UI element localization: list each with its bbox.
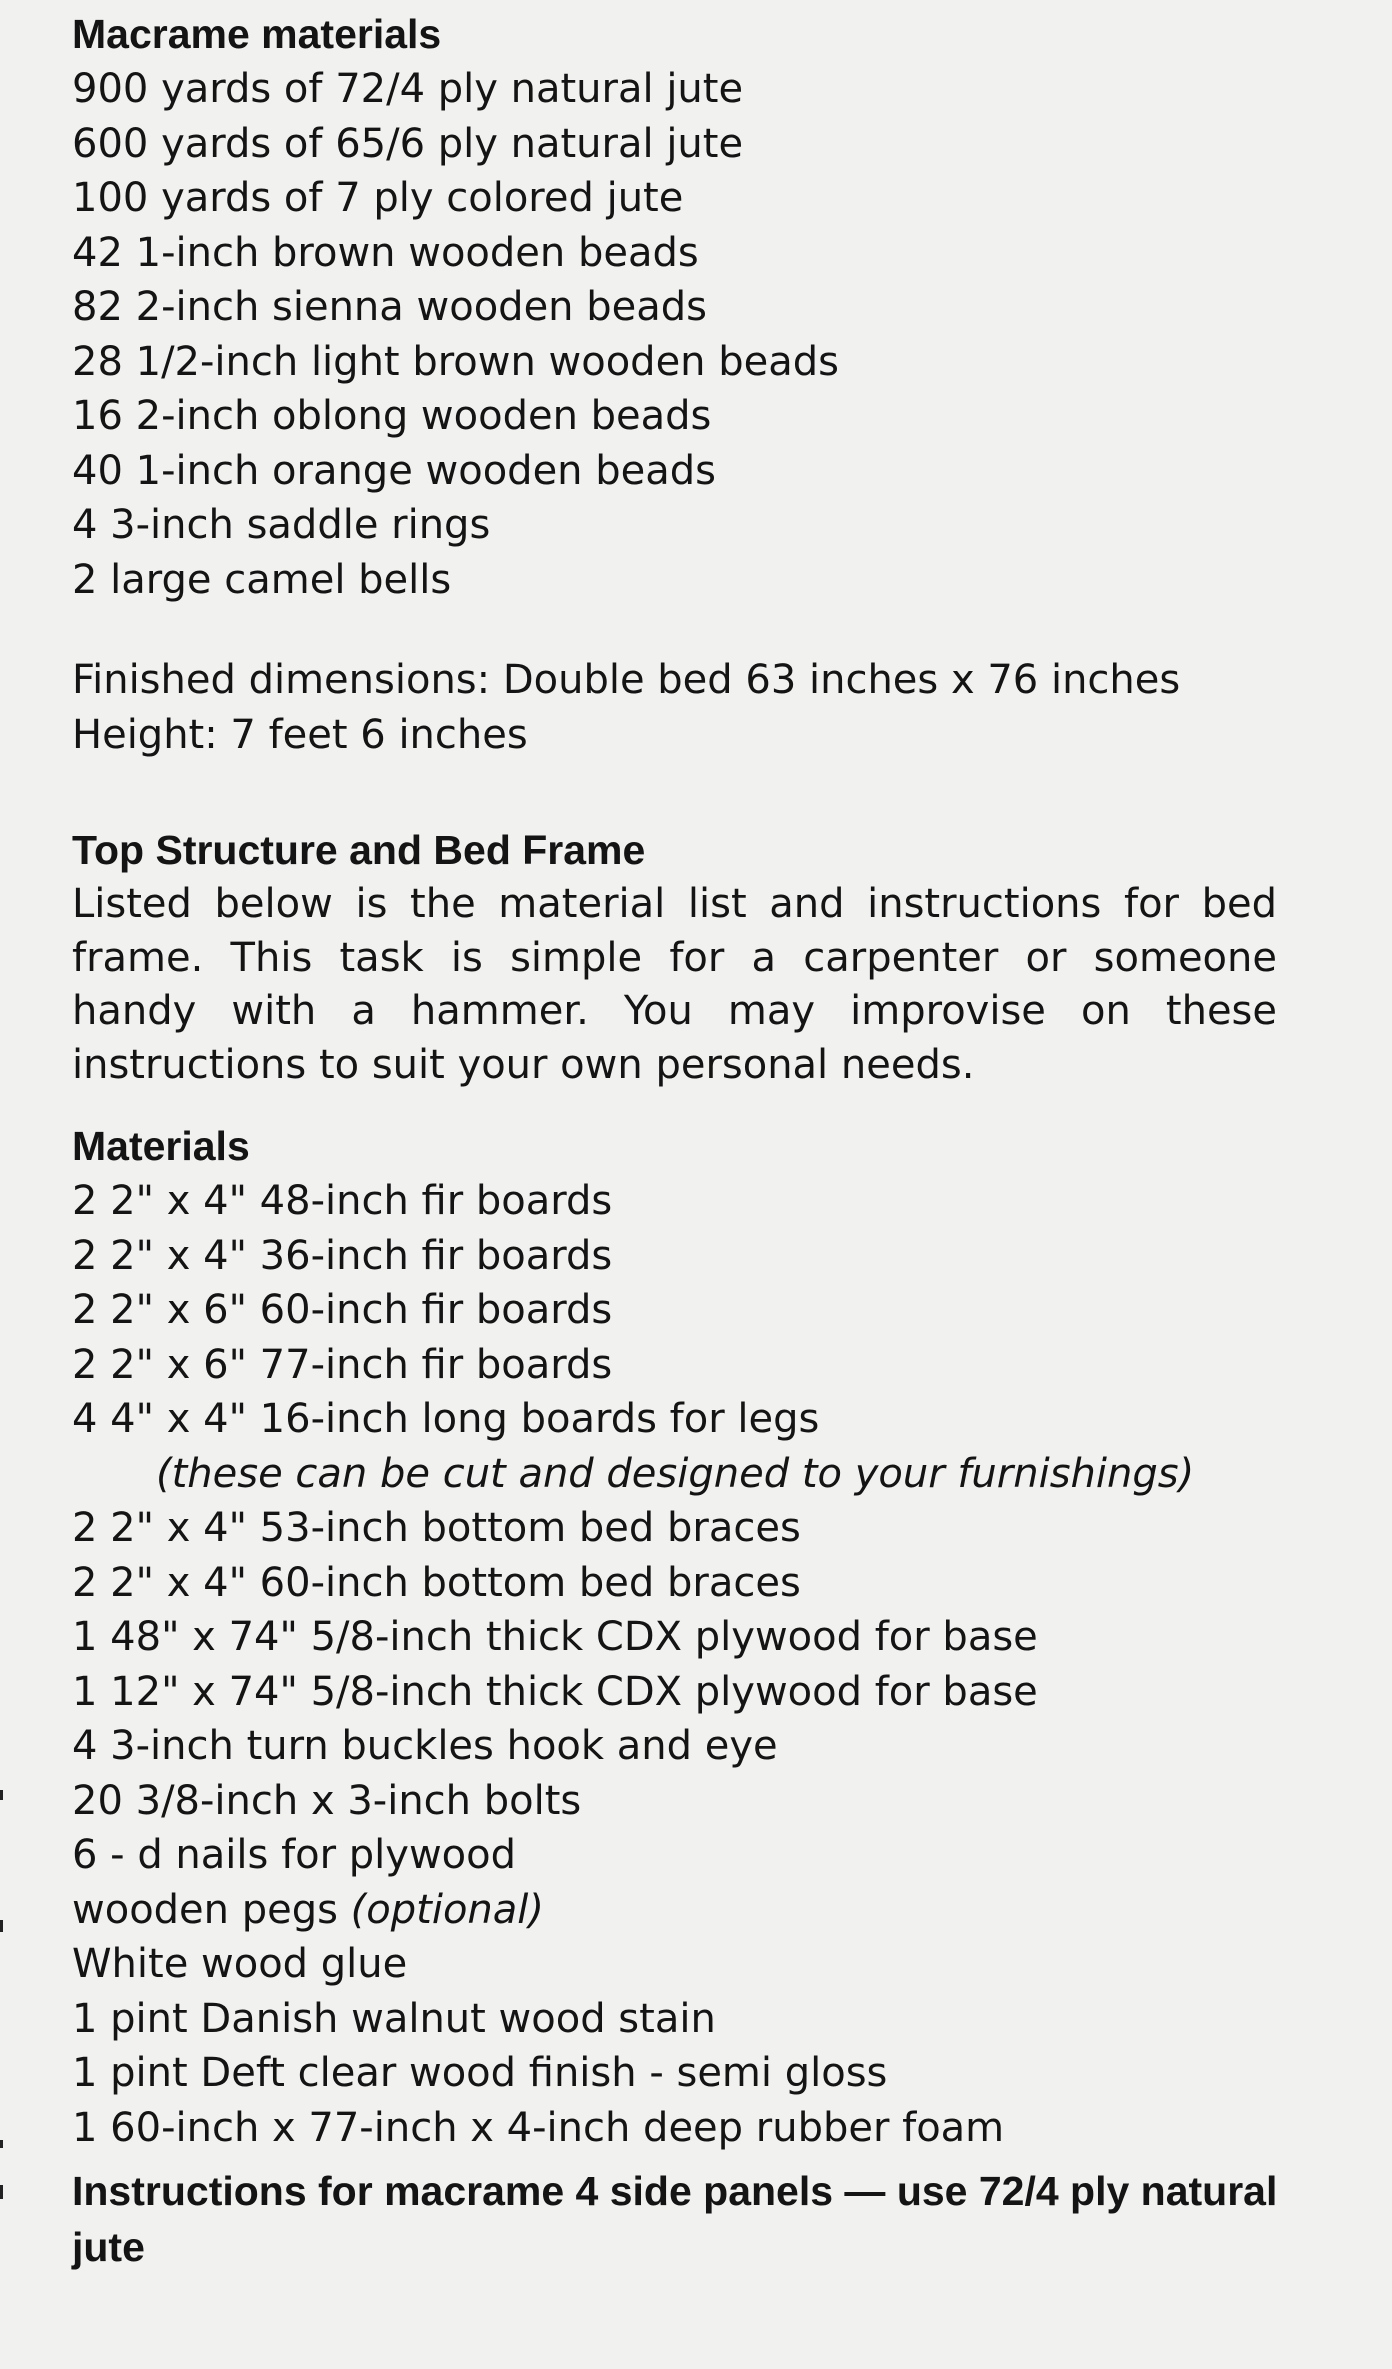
list-item: 1 12" x 74" 5/8-inch thick CDX plywood for base — [72, 1668, 1038, 1715]
top-structure-heading: Top Structure and Bed Frame — [72, 827, 646, 873]
list-item: 2 2" x 4" 36-inch fir boards — [72, 1232, 613, 1279]
list-item: 82 2-inch sienna wooden beads — [72, 284, 707, 330]
macrame-materials-list — [72, 62, 1332, 607]
list-item: 4 3-inch turn buckles hook and eye — [72, 1723, 778, 1769]
list-item: 100 yards of 7 ply colored jute — [72, 175, 684, 221]
list-item: 16 2-inch oblong wooden beads — [72, 393, 712, 439]
margin-mark — [0, 1920, 3, 1932]
list-item: 4 4" x 4" 16-inch long boards for legs — [72, 1396, 820, 1442]
macrame-materials-heading: Macrame materials — [72, 11, 442, 57]
instructions-heading: Instructions for macrame 4 side panels — use 72/4 ply natural jute — [72, 2168, 1278, 2270]
margin-mark — [0, 2185, 3, 2199]
list-item: 2 large camel bells — [72, 556, 452, 603]
document-page — [72, 6, 1332, 2275]
list-item: 2 2" x 4" 48-inch fir boards — [72, 1178, 613, 1224]
list-item: 6 - d nails for plywood — [72, 1832, 517, 1878]
list-item: 600 yards of 65/6 ply natural jute — [72, 120, 744, 167]
pegs-text: wooden pegs — [72, 1886, 351, 1933]
list-item: 1 48" x 74" 5/8-inch thick CDX plywood for base — [72, 1614, 1038, 1660]
list-item: 20 3/8-inch x 3-inch bolts — [72, 1777, 582, 1824]
list-item: White wood glue — [72, 1941, 408, 1987]
materials-heading: Materials — [72, 1123, 250, 1169]
list-item: 4 3-inch saddle rings — [72, 502, 491, 548]
list-item: 40 1-inch orange wooden beads — [72, 447, 716, 494]
list-item: 42 1-inch brown wooden beads — [72, 229, 699, 276]
list-item: 2 2" x 6" 60-inch fir boards — [72, 1287, 613, 1333]
pegs-optional: (optional) — [350, 1886, 544, 1933]
list-item: 900 yards of 72/4 ply natural jute — [72, 66, 744, 112]
materials-list — [72, 1174, 1332, 2155]
finished-dimensions: Finished dimensions: Double bed 63 inches x 76 inches — [72, 657, 1181, 703]
list-item: 1 60-inch x 77-inch x 4-inch deep rubber foam — [72, 2104, 1005, 2151]
legs-note: (these can be cut and designed to your furnishings) — [156, 1450, 1195, 1497]
height-dimension: Height: 7 feet 6 inches — [72, 711, 528, 758]
margin-mark — [0, 2140, 3, 2148]
list-item: 1 pint Danish walnut wood stain — [72, 1995, 716, 2042]
list-item: 28 1/2-inch light brown wooden beads — [72, 338, 839, 385]
list-item: 1 pint Deft clear wood finish - semi gloss — [72, 2050, 888, 2096]
list-item: 2 2" x 6" 77-inch fir boards — [72, 1341, 613, 1388]
top-structure-paragraph: Listed below is the material list and instructions for bed frame. This task is simple for a carpenter or someone handy with a hammer. You may improvise on these instructions to suit your own personal needs. — [72, 881, 1277, 1088]
list-item-pegs — [72, 1883, 1332, 1938]
margin-mark — [0, 1790, 3, 1800]
list-item: 2 2" x 4" 60-inch bottom bed braces — [72, 1559, 801, 1606]
list-item: 2 2" x 4" 53-inch bottom bed braces — [72, 1505, 801, 1551]
